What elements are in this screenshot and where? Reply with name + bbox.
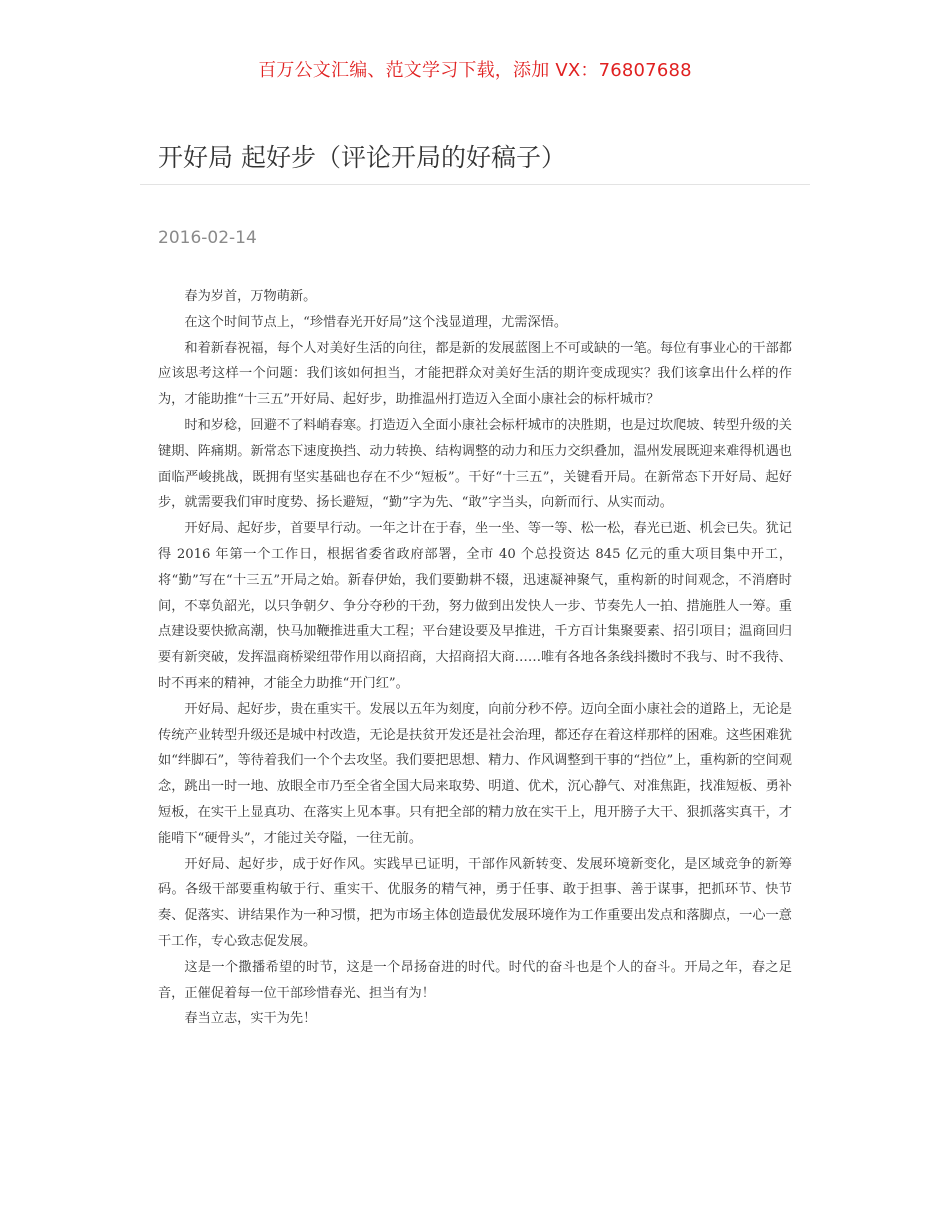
article-paragraph: 这是一个撒播希望的时节，这是一个昂扬奋进的时代。时代的奋斗也是个人的奋斗。开局之年，春之足音，正催促着每一位干部珍惜春光、担当有为！ [158, 959, 792, 1001]
article-paragraph: 开好局、起好步，成于好作风。实践早已证明，干部作风新转变、发展环境新变化，是区域竞争的新筹码。各级干部要重构敏于行、重实干、优服务的精气神，勇于任事、敢于担事、善于谋事，把抓环节、快节奏、促落实、讲结果作为一种习惯，把为市场主体创造最优发展环境作为工作重要出发点和落脚点，一心一意干工作，专心致志促发展。 [158, 856, 792, 949]
article-paragraph: 春当立志，实干为先！ [184, 1011, 317, 1027]
article-paragraph: 在这个时间节点上，“珍惜春光开好局”这个浅显道理，尤需深悟。 [184, 314, 568, 330]
article-paragraph: 时和岁稔，回避不了料峭春寒。打造迈入全面小康社会标杆城市的决胜期，也是过坎爬坡、转型升级的关键期、阵痛期。新常态下速度换挡、动力转换、结构调整的动力和压力交织叠加，温州发展既迎来难得机遇也面临严峻挑战，既拥有坚实基础也存在不少“短板”。干好“十三五”，关键看开局。在新常态下开好局、起好步，就需要我们审时度势、扬长避短，“勤”字为先、“敢”字当头，向新而行、从实而动。 [158, 417, 792, 511]
article-title: 开好局 起好步（评论开局的好稿子） [158, 143, 566, 172]
publish-date: 2016-02-14 [158, 228, 257, 248]
article-paragraph: 春为岁首，万物萌新。 [184, 289, 317, 304]
article-paragraph: 开好局、起好步，贵在重实干。发展以五年为刻度，向前分秒不停。迈向全面小康社会的道路上，无论是传统产业转型升级还是城中村改造，无论是扶贫开发还是社会治理，都还存在着这样那样的困难。这些困难犹如“绊脚石”，等待着我们一个个去攻坚。我们要把思想、精力、作风调整到干事的“挡位”上，重构新的空间观念，跳出一时一地、放眼全市乃至全省全国大局来取势、明道、优术，沉心静气、对准焦距，找准短板、勇补短板，在实干上显真功、在落实上见本事。只有把全部的精力放在实干上，甩开膀子大干、狠抓落实真干，才能啃下“硬骨头”，才能过关夺隘，一往无前。 [158, 701, 792, 846]
title-divider [140, 184, 810, 185]
promo-banner: 百万公文汇编、范文学习下载，添加 VX：76807688 [258, 60, 692, 81]
article-paragraph: 和着新春祝福，每个人对美好生活的向往，都是新的发展蓝图上不可或缺的一笔。每位有事业心的干部都应该思考这样一个问题：我们该如何担当，才能把群众对美好生活的期许变成现实？我们该拿出什么样的作为，才能助推“十三五”开好局、起好步，助推温州打造迈入全面小康社会的标杆城市？ [158, 340, 792, 408]
article-paragraph: 开好局、起好步，首要早行动。一年之计在于春，坐一坐、等一等、松一松，春光已逝、机会已失。犹记得 2016 年第一个工作日，根据省委省政府部署，全市 40 个总投资达 845 亿元的重大项目集中开工，将“勤”写在“十三五”开局之始。新春伊始，我们要勤耕不辍，迅速凝神聚气，重构新的时间观念，不消磨时间，不辜负韶光，以只争朝夕、争分夺秒的干劲，努力做到出发快人一步、节奏先人一拍、措施胜人一筹。重点建设要快掀高潮，快马加鞭推进重大工程；平台建设要及早推进，千方百计集聚要素、招引项目；温商回归要有新突破，发挥温商桥梁纽带作用以商招商，大招商招大商……唯有各地各条线抖擞时不我与、时不我待、时不再来的精神，才能全力助推“开门红”。 [158, 521, 792, 691]
article-body [158, 284, 792, 1032]
